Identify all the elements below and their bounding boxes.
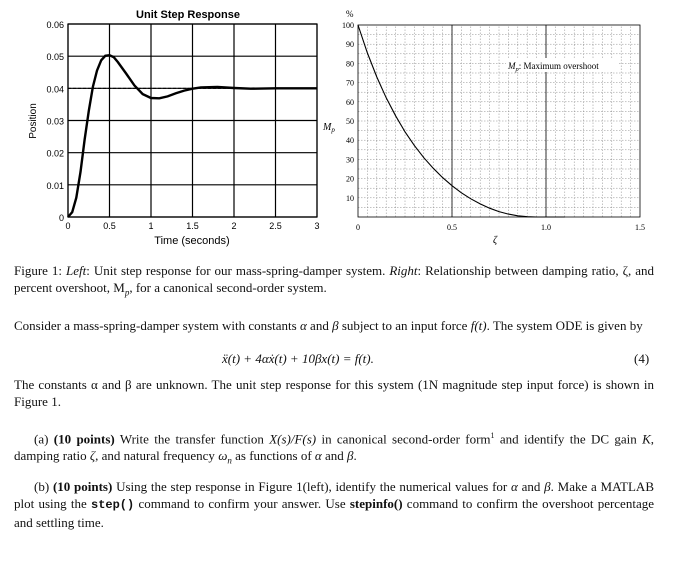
question-b: (b) (10 points) Using the step response in Figure 1(left), identify the numerical values for α and β. Make a MATLAB plot using the step() command to confirm your answer. Use stepinfo() command to confirm the overshoot percentage and settling time. [14, 479, 654, 530]
right-y-tick-label: 10 [346, 193, 354, 203]
right-chart-y-ticks [342, 21, 354, 203]
left-y-tick-label: 0.03 [46, 116, 64, 127]
left-y-tick-label: 0.02 [46, 148, 64, 159]
right-y-tick-label: 30 [346, 155, 354, 165]
right-chart-x-ticks [356, 223, 645, 232]
left-chart-xlabel: Time (seconds) [154, 235, 230, 247]
right-x-tick-label: 1.0 [541, 223, 551, 232]
left-x-tick-label: 2.5 [269, 221, 282, 231]
right-y-tick-label: 50 [346, 117, 354, 126]
left-y-tick-label: 0.01 [46, 180, 64, 191]
left-x-tick-label: 3 [314, 221, 320, 231]
equation-number: (4) [634, 351, 650, 366]
left-chart-x-ticks [65, 221, 319, 231]
overshoot-chart [310, 0, 683, 250]
left-x-tick-label: 1.5 [186, 221, 199, 231]
right-x-tick-label: 0.5 [447, 223, 457, 232]
right-chart-grid [358, 25, 640, 217]
left-x-tick-label: 0.5 [103, 221, 116, 231]
caption-left-text: : Unit step response for our mass-spring-damper system. [86, 263, 386, 278]
figure-caption [14, 262, 654, 302]
step-response-chart [0, 0, 330, 250]
right-y-tick-label: 80 [346, 59, 354, 69]
right-x-tick-label: 1.5 [635, 223, 645, 232]
maximum-overshoot-annotation: $M_p$: Maximum overshoot [508, 61, 599, 73]
caption-right-text: : Relationship between damping ratio, ζ, and percent overshoot, M [14, 263, 655, 295]
right-y-tick-label: 90 [346, 40, 354, 50]
right-chart-unit: % [346, 9, 354, 19]
left-y-tick-label: 0.06 [46, 20, 64, 30]
caption-left-word: Left [66, 263, 87, 278]
left-chart-y-ticks [46, 20, 64, 223]
right-chart-ylabel: $M_p$ [323, 122, 335, 134]
left-chart-title: Unit Step Response [136, 9, 240, 21]
left-x-tick-label: 0 [65, 221, 71, 231]
caption-label: Figure 1: [14, 263, 63, 278]
right-y-tick-label: 100 [342, 21, 354, 30]
right-y-tick-label: 60 [346, 97, 354, 107]
right-x-tick-label: 0 [356, 223, 360, 232]
left-chart-grid [68, 24, 317, 217]
footnote-marker: 1 [490, 431, 495, 440]
left-x-tick-label: 2 [231, 221, 237, 231]
ode-equation: ẍ(t) + 4αẋ(t) + 10βx(t) = f(t). [222, 351, 374, 366]
caption-right-end: , for a canonical second-order system. [129, 280, 327, 295]
right-y-tick-label: 40 [346, 136, 354, 146]
caption-right-sub: p [124, 287, 130, 298]
question-a: (a) (10 points) Write the transfer function X(s)/F(s) in canonical second-order form$^1$ and identify the DC gain K, damping ratio ζ, and natural frequency $\omega_n$ as functions of α and β. [14, 431, 655, 466]
left-y-tick-label: 0.04 [46, 84, 64, 95]
right-y-tick-label: 70 [346, 78, 354, 88]
left-y-tick-label: 0 [58, 213, 64, 223]
left-y-tick-label: 0.05 [46, 52, 64, 63]
right-chart-xlabel: ζ [492, 235, 498, 246]
left-x-tick-label: 1 [148, 221, 154, 231]
intro-paragraph: Consider a mass-spring-damper system with constants α and β subject to an input force f(t). The system ODE is given by [14, 318, 643, 333]
right-y-tick-label: 20 [346, 174, 354, 184]
caption-right-word: Right [389, 263, 418, 278]
left-chart-ylabel: Position [28, 103, 39, 139]
constants-paragraph: The constants α and β are unknown. The unit step response for this system (1N magnitude step input force) is shown in Figure 1. [14, 377, 654, 409]
